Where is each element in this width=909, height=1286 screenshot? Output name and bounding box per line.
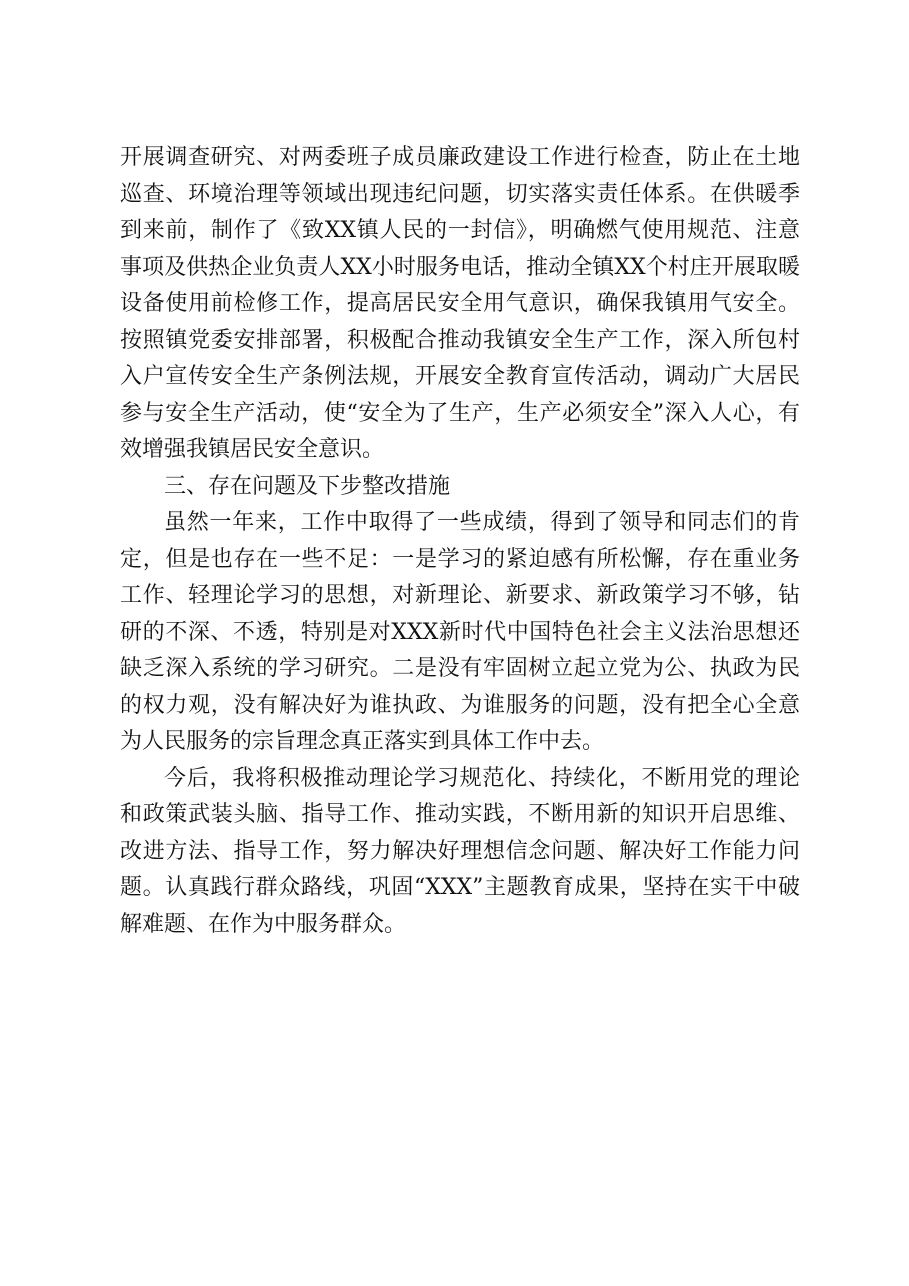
document-body	[120, 140, 800, 943]
body-paragraph-problems: 虽然一年来，工作中取得了一些成绩，得到了领导和同志们的肯定，但是也存在一些不足：一是学习的紧迫感有所松懈，存在重业务工作、轻理论学习的思想，对新理论、新要求、新政策学习不够，钻研的不深、不透，特别是对XXX新时代中国特色社会主义法治思想还缺乏深入系统的学习研究。二是没有牢固树立起立党为公、执政为民的权力观，没有解决好为谁执政、为谁服务的问题，没有把全心全意为人民服务的宗旨理念真正落实到具体工作中去。	[120, 510, 800, 754]
body-paragraph-continued: 开展调查研究、对两委班子成员廉政建设工作进行检查，防止在土地巡查、环境治理等领域出现违纪问题，切实落实责任体系。在供暖季到来前，制作了《致XX镇人民的一封信》，明确燃气使用规范、注意事项及供热企业负责人XX小时服务电话，推动全镇XX个村庄开展取暖设备使用前检修工作，提高居民安全用气意识，确保我镇用气安全。按照镇党委安排部署，积极配合推动我镇安全生产工作，深入所包村入户宣传安全生产条例法规，开展安全教育宣传活动，调动广大居民参与安全生产活动，使“安全为了生产，生产必须安全”深入人心，有效增强我镇居民安全意识。	[120, 145, 800, 462]
section-heading: 三、存在问题及下步整改措施	[164, 473, 451, 499]
body-paragraph-measures: 今后，我将积极推动理论学习规范化、持续化，不断用党的理论和政策武装头脑、指导工作、推动实践，不断用新的知识开启思维、改进方法、指导工作，努力解决好理想信念问题、解决好工作能力问题。认真践行群众路线，巩固“XXX”主题教育成果，坚持在实干中破解难题、在作为中服务群众。	[120, 765, 800, 937]
